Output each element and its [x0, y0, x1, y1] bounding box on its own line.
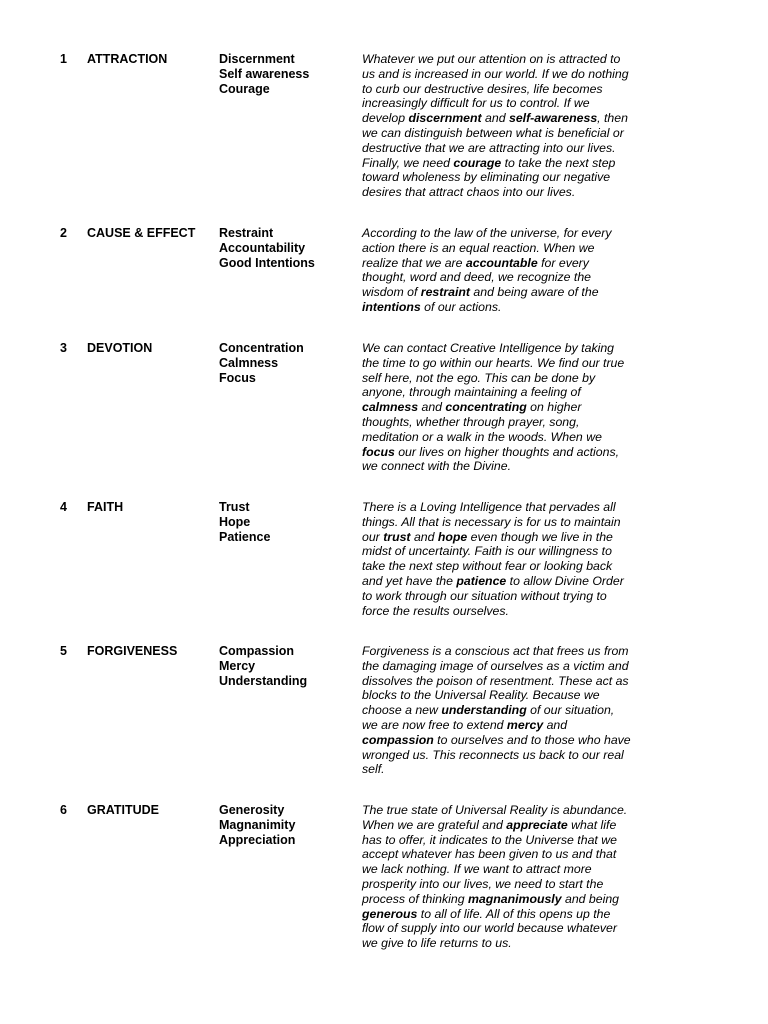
virtue-list [219, 500, 270, 545]
description-line [362, 226, 640, 241]
row-number: 2 [60, 226, 67, 240]
keyword-emphasis: calmness [362, 400, 419, 415]
description-line [362, 300, 640, 315]
principle-name: DEVOTION [87, 341, 153, 355]
description-line [362, 185, 640, 200]
virtue: Trust [219, 500, 250, 514]
row-number: 4 [60, 500, 67, 514]
description-line [362, 907, 640, 922]
description-text: and [481, 111, 509, 126]
description-text: the damaging image of ourselves as a victim and [362, 658, 629, 673]
principle-name: FORGIVENESS [87, 644, 178, 658]
description-text: toward wholeness by eliminating our negative [362, 170, 611, 185]
description-text: dissolves the poison of resentment. These act as [362, 673, 629, 688]
description-line [362, 141, 640, 156]
virtue: Calmness [219, 356, 279, 370]
keyword-emphasis: compassion [362, 732, 434, 747]
description-text: prosperity into our lives, we need to start the [362, 876, 604, 891]
description-text: we can distinguish between what is beneficial or [362, 125, 624, 140]
description-text: According to the law of the universe, for every [362, 226, 612, 240]
description-line [362, 748, 640, 763]
keyword-emphasis: courage [453, 155, 502, 170]
description-text: self here, not the ego. This can be done by [362, 370, 596, 385]
description-text: for every [537, 255, 589, 270]
keyword-emphasis: understanding [441, 703, 527, 718]
description-text: flow of supply into our world because whatever [362, 921, 617, 936]
description-line [362, 574, 640, 589]
description-line [362, 921, 640, 936]
description-text: and [543, 717, 568, 732]
description-line [362, 604, 640, 619]
keyword-emphasis: mercy [506, 717, 544, 732]
description-text: midst of uncertainty. Faith is our willingness to [362, 544, 612, 559]
description-text: wisdom of [362, 285, 421, 300]
principle-description [362, 341, 640, 474]
description-line [362, 862, 640, 877]
description-text: Finally, we need [362, 155, 454, 170]
principle-description [362, 644, 640, 777]
description-text: of our situation, [526, 703, 615, 718]
keyword-emphasis: intentions [362, 299, 421, 314]
description-text: our lives on higher thoughts and actions, [394, 444, 620, 459]
description-text: the time to go within our hearts. We find our true [362, 355, 625, 370]
description-line [362, 515, 640, 530]
description-line [362, 544, 640, 559]
virtue-list [219, 341, 304, 386]
description-text: we are now free to extend [362, 717, 507, 732]
keyword-emphasis: accountable [465, 255, 538, 270]
virtue: Good Intentions [219, 256, 315, 270]
description-line [362, 674, 640, 689]
principle-description [362, 52, 640, 200]
description-text: self. [362, 762, 385, 777]
description-text: accept whatever has been given to us and that [362, 847, 617, 862]
description-text: of our actions. [420, 299, 502, 314]
description-text: thoughts, whether through prayer, song, [362, 414, 580, 429]
description-text: and [418, 400, 446, 415]
description-text: on higher [526, 400, 582, 415]
virtue: Understanding [219, 674, 308, 688]
description-line [362, 688, 640, 703]
virtue: Patience [219, 530, 271, 544]
description-line [362, 156, 640, 171]
description-line [362, 877, 640, 892]
description-text: anyone, through maintaining a feeling of [362, 385, 581, 400]
description-line [362, 170, 640, 185]
description-line [362, 256, 640, 271]
description-text: we lack nothing. If we want to attract more [362, 862, 592, 877]
description-text: destructive that we are attracting into our lives. [362, 140, 616, 155]
description-text: us and is increased in our world. If we do nothing [362, 66, 629, 81]
virtue: Concentration [219, 341, 304, 355]
description-text: our [362, 529, 384, 544]
virtue-list [219, 644, 307, 689]
keyword-emphasis: concentrating [445, 400, 527, 415]
keyword-emphasis: magnanimously [467, 891, 562, 906]
virtue: Generosity [219, 803, 285, 817]
description-line [362, 96, 640, 111]
keyword-emphasis: patience [456, 573, 507, 588]
description-line [362, 818, 640, 833]
virtue: Restraint [219, 226, 274, 240]
principle-name: ATTRACTION [87, 52, 168, 66]
description-line [362, 936, 640, 951]
description-text: We can contact Creative Intelligence by taking [362, 341, 614, 355]
principle-name: GRATITUDE [87, 803, 159, 817]
description-text: things. All that is necessary is for us to maintain [362, 514, 621, 529]
description-text: realize that we are [362, 255, 466, 270]
principle-description [362, 803, 640, 951]
keyword-emphasis: trust [383, 529, 411, 544]
virtue: Compassion [219, 644, 295, 658]
virtue: Mercy [219, 659, 256, 673]
description-line [362, 241, 640, 256]
principle-name: FAITH [87, 500, 124, 514]
description-text: increasingly difficult for us to control. If we [362, 96, 590, 111]
description-line [362, 718, 640, 733]
virtue-list [219, 803, 295, 848]
row-number: 1 [60, 52, 67, 66]
description-line [362, 530, 640, 545]
virtue: Courage [219, 82, 270, 96]
description-line [362, 659, 640, 674]
description-text: desires that attract chaos into our lives. [362, 185, 576, 200]
virtue: Hope [219, 515, 251, 529]
description-text: even though we live in the [467, 529, 613, 544]
description-text: we connect with the Divine. [362, 459, 512, 474]
description-text: take the next step without fear or looking back [362, 559, 613, 574]
description-text: The true state of Universal Reality is abundance. [362, 803, 628, 817]
description-line [362, 803, 640, 818]
principle-description [362, 500, 640, 618]
description-line [362, 847, 640, 862]
virtue: Self awareness [219, 67, 310, 81]
keyword-emphasis: restraint [420, 285, 470, 300]
description-line [362, 459, 640, 474]
description-line [362, 445, 640, 460]
description-text: meditation or a walk in the woods. When we [362, 429, 602, 444]
virtue: Magnanimity [219, 818, 296, 832]
description-line [362, 341, 640, 356]
description-line [362, 52, 640, 67]
virtue-list [219, 52, 309, 97]
description-text: When we are grateful and [362, 817, 507, 832]
row-number: 5 [60, 644, 67, 658]
description-text: develop [362, 111, 409, 126]
description-line [362, 285, 640, 300]
description-text: blocks to the Universal Reality. Because we [362, 688, 600, 703]
description-text: and being [561, 891, 620, 906]
virtue: Appreciation [219, 833, 296, 847]
description-line [362, 589, 640, 604]
description-line [362, 644, 640, 659]
description-line [362, 371, 640, 386]
description-text: force the results ourselves. [362, 603, 509, 618]
description-text: choose a new [362, 703, 442, 718]
description-text: to ourselves and to those who have [433, 732, 631, 747]
description-line [362, 270, 640, 285]
description-line [362, 82, 640, 97]
description-line [362, 126, 640, 141]
keyword-emphasis: self-awareness [508, 111, 598, 126]
principle-description [362, 226, 640, 315]
description-line [362, 400, 640, 415]
description-line [362, 559, 640, 574]
description-line [362, 833, 640, 848]
keyword-emphasis: generous [362, 906, 418, 921]
keyword-emphasis: discernment [408, 111, 482, 126]
description-line [362, 733, 640, 748]
description-line [362, 111, 640, 126]
principle-name: CAUSE & EFFECT [87, 226, 196, 240]
description-line [362, 67, 640, 82]
description-text: There is a Loving Intelligence that pervades all [362, 500, 616, 514]
description-line [362, 892, 640, 907]
description-text: to work through our situation without trying to [362, 588, 607, 603]
description-line [362, 356, 640, 371]
description-text: process of thinking [362, 891, 468, 906]
row-number: 3 [60, 341, 67, 355]
description-text: Forgiveness is a conscious act that frees us from [362, 644, 629, 658]
description-text: to take the next step [501, 155, 616, 170]
description-line [362, 385, 640, 400]
description-line [362, 500, 640, 515]
description-line [362, 762, 640, 777]
description-text: to curb our destructive desires, life becomes [362, 81, 603, 96]
description-text: , then [597, 111, 628, 126]
description-text: to all of life. All of this opens up the [417, 906, 611, 921]
description-text: and yet have the [362, 573, 457, 588]
virtue: Discernment [219, 52, 295, 66]
keyword-emphasis: focus [362, 444, 395, 459]
description-line [362, 430, 640, 445]
description-text: has to offer, it indicates to the Universe that we [362, 832, 617, 847]
row-number: 6 [60, 803, 67, 817]
virtue: Focus [219, 371, 256, 385]
description-text: and being aware of the [470, 285, 599, 300]
description-text: we give to life returns to us. [362, 936, 512, 951]
description-text: what life [567, 817, 617, 832]
virtue: Accountability [219, 241, 306, 255]
description-text: to allow Divine Order [506, 573, 624, 588]
description-line [362, 703, 640, 718]
description-text: thought, word and deed, we recognize the [362, 270, 592, 285]
description-text: and [410, 529, 438, 544]
description-text: wronged us. This reconnects us back to our real [362, 747, 624, 762]
virtue-list [219, 226, 315, 271]
description-text: Whatever we put our attention on is attracted to [362, 52, 621, 66]
keyword-emphasis: appreciate [506, 817, 568, 832]
description-text: action there is an equal reaction. When we [362, 240, 595, 255]
keyword-emphasis: hope [437, 529, 468, 544]
description-line [362, 415, 640, 430]
